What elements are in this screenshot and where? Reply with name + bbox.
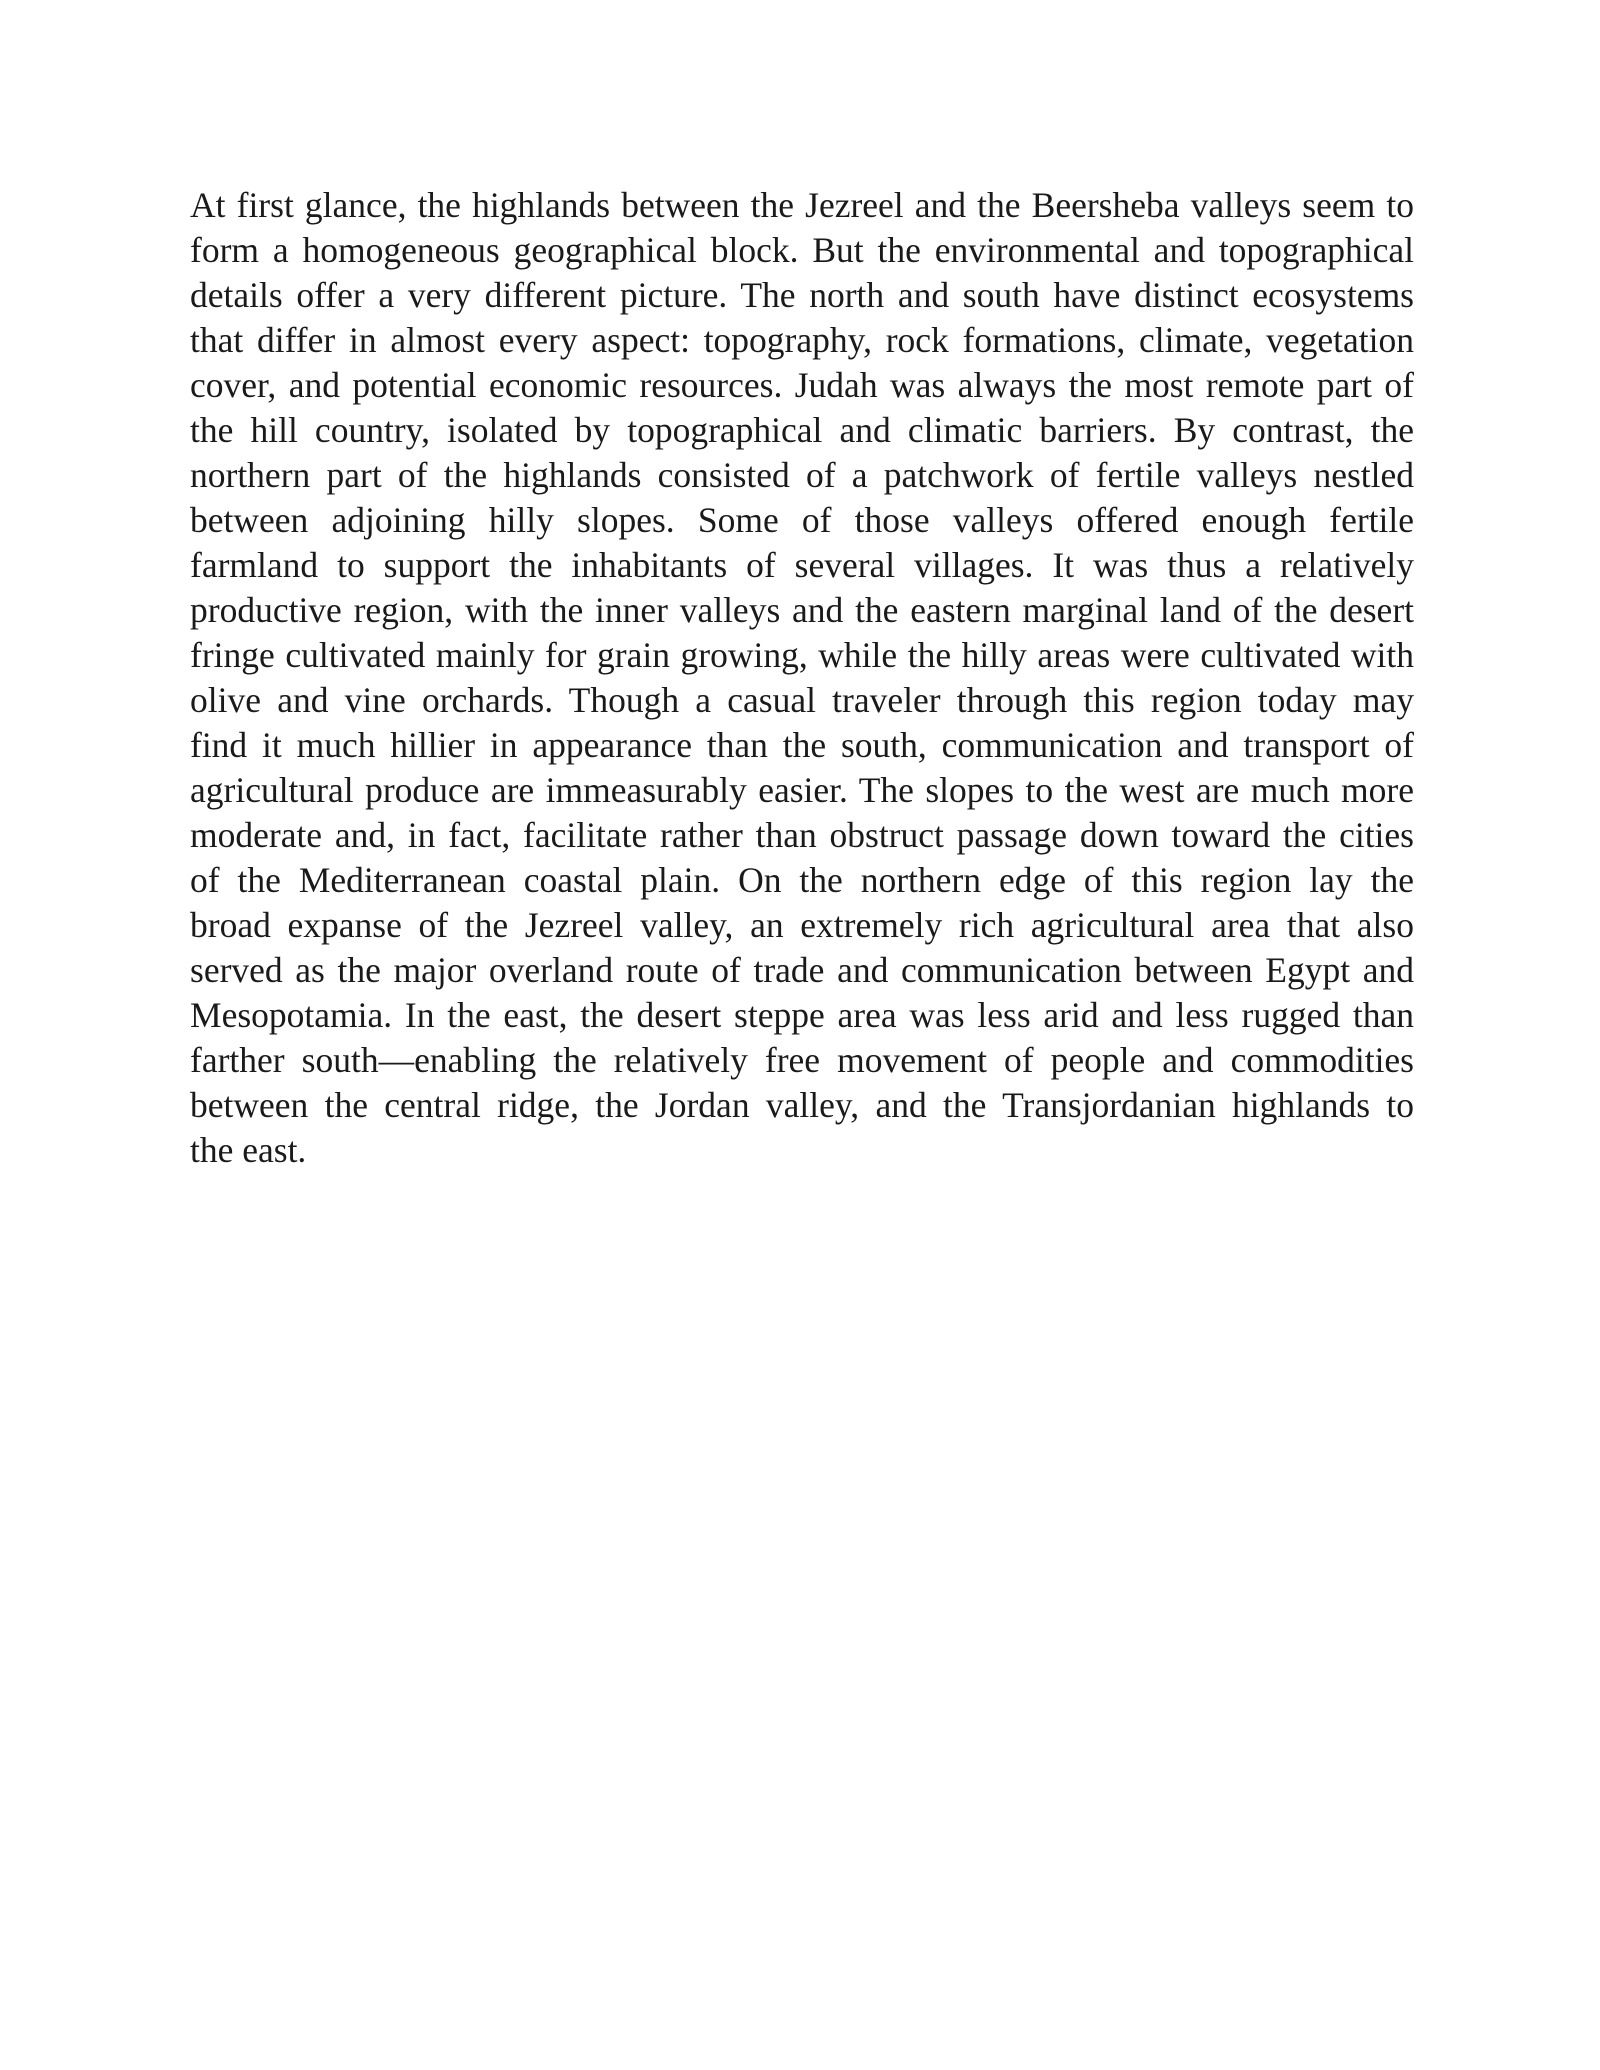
paragraph-line: form a homogeneous geographical block. But the environmental and topographical (190, 230, 1414, 270)
paragraph-line: productive region, with the inner valleys and the eastern marginal land of the desert (190, 590, 1414, 630)
paragraph-line: farther south—enabling the relatively free movement of people and commodities (190, 1040, 1414, 1080)
paragraph-line: between adjoining hilly slopes. Some of those valleys offered enough fertile (190, 500, 1414, 540)
paragraph-line: of the Mediterranean coastal plain. On the northern edge of this region lay the (190, 860, 1414, 900)
paragraph-line: olive and vine orchards. Though a casual traveler through this region today may (190, 680, 1414, 720)
paragraph-line: agricultural produce are immeasurably easier. The slopes to the west are much more (190, 770, 1414, 810)
paragraph-line: the hill country, isolated by topographical and climatic barriers. By contrast, the (190, 410, 1414, 450)
paragraph-line: the east. (190, 1130, 307, 1170)
paragraph-line: northern part of the highlands consisted of a patchwork of fertile valleys nestled (190, 455, 1414, 495)
paragraph-line: farmland to support the inhabitants of several villages. It was thus a relatively (190, 545, 1414, 585)
paragraph-line: fringe cultivated mainly for grain growing, while the hilly areas were cultivated with (190, 635, 1414, 675)
paragraph-line: broad expanse of the Jezreel valley, an extremely rich agricultural area that also (190, 905, 1414, 945)
paragraph-line: Mesopotamia. In the east, the desert steppe area was less arid and less rugged than (190, 995, 1414, 1035)
paragraph-line: find it much hillier in appearance than the south, communication and transport of (190, 725, 1414, 765)
paragraph-line: moderate and, in fact, facilitate rather than obstruct passage down toward the cities (190, 815, 1414, 855)
paragraph-line: between the central ridge, the Jordan valley, and the Transjordanian highlands to (190, 1085, 1414, 1125)
paragraph-line: details offer a very different picture. The north and south have distinct ecosystems (190, 275, 1414, 315)
paragraph-line: served as the major overland route of trade and communication between Egypt and (190, 950, 1414, 990)
paragraph-line: that differ in almost every aspect: topography, rock formations, climate, vegetation (190, 320, 1414, 360)
paragraph-line: At first glance, the highlands between the Jezreel and the Beersheba valleys seem to (190, 185, 1414, 225)
body-paragraph (190, 183, 1414, 1173)
paragraph-line: cover, and potential economic resources. Judah was always the most remote part of (190, 365, 1414, 405)
